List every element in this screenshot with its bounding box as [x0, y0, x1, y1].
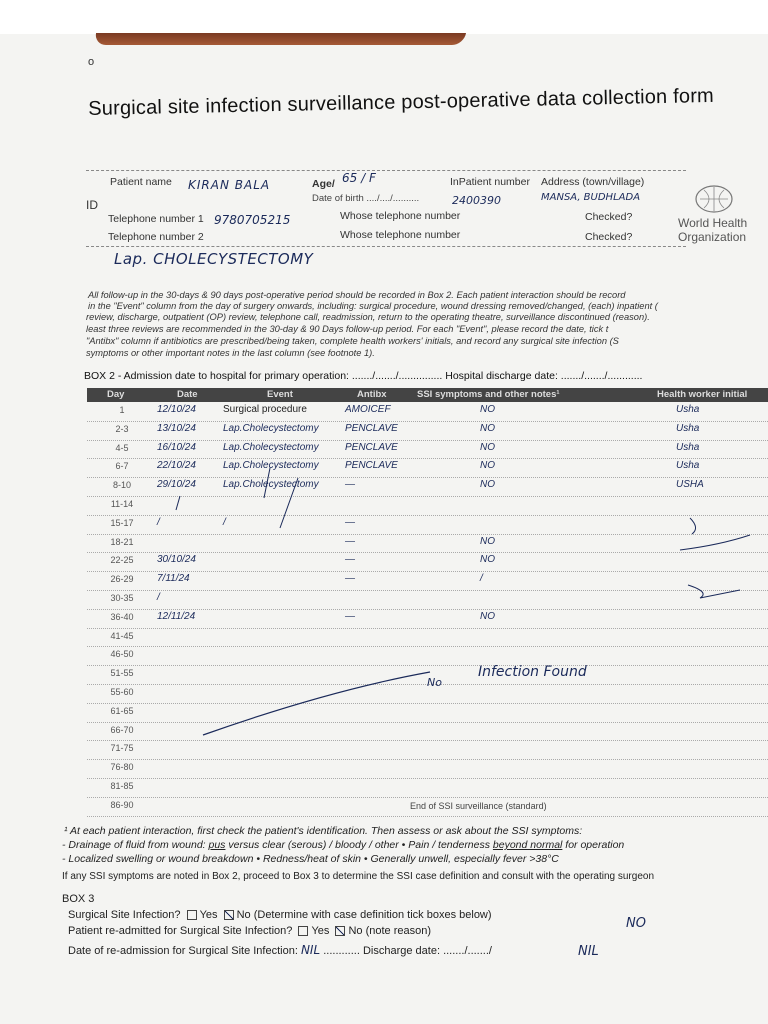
- ssi-cell: NO: [480, 441, 495, 453]
- ssi-cell: /: [480, 573, 483, 585]
- footnote-line-1: ¹ At each patient interaction, first check the patient's identification. Then assess or ask about the SSI symptoms:: [64, 825, 583, 837]
- q3-answer: NIL: [300, 943, 321, 957]
- inpatient-value: 2400390: [452, 194, 501, 207]
- address-label: Address (town/village): [541, 176, 645, 188]
- health-worker-cell: Usha: [676, 422, 700, 434]
- inpatient-label: InPatient number: [450, 176, 530, 188]
- q1-yes-checkbox[interactable]: [187, 910, 197, 920]
- q2-no-label: No (note reason): [348, 925, 432, 937]
- ssi-cell: NO: [480, 554, 495, 566]
- footnote-line-4: If any SSI symptoms are noted in Box 2, proceed to Box 3 to determine the SSI case definition and consult with the operating surgeon: [62, 871, 655, 882]
- tel1-label: Telephone number 1: [108, 213, 204, 225]
- event-cell: Lap.Cholecystectomy: [223, 479, 319, 491]
- day-cell: 26-29: [110, 574, 134, 585]
- form-title: Surgical site infection surveillance post-operative data collection form: [88, 84, 715, 120]
- q3-dots: ............: [323, 945, 360, 957]
- footnote-pain-text: versus clear (serous) / bloody / other • Pain / tenderness: [225, 839, 493, 851]
- age-label: Age/: [312, 178, 335, 190]
- whose2-label: Whose telephone number: [340, 229, 461, 241]
- page-mark: o: [88, 56, 95, 68]
- date-cell: /: [157, 592, 160, 603]
- q1-label: Surgical Site Infection?: [68, 909, 181, 921]
- instruction-line-2: in the "Event" column from the day of surgery onwards, including: surgical procedure, wound dressing removed/changed, (each) inpatient (: [88, 301, 658, 311]
- day-cell: 66-70: [110, 724, 134, 735]
- day-cell: 81-85: [110, 781, 134, 791]
- q2-no-checkbox[interactable]: [335, 926, 345, 936]
- footnote-operation-text: for operation: [562, 839, 625, 851]
- checked1-label: Checked?: [585, 211, 633, 223]
- discharge-answer: NIL: [578, 944, 599, 959]
- date-cell: /: [157, 516, 160, 528]
- day-cell: 55-60: [110, 687, 134, 697]
- day-cell: 1: [119, 405, 125, 415]
- instruction-line-6: symptoms or other important notes in the last column (see footnote 1).: [86, 348, 375, 358]
- ssi-cell: NO: [480, 460, 495, 472]
- health-worker-cell: Usha: [676, 404, 700, 415]
- day-cell: 51-55: [110, 668, 134, 679]
- note-no: No: [427, 676, 442, 689]
- footnote-pus: pus: [208, 839, 226, 851]
- day-cell: 71-75: [110, 743, 134, 754]
- discharge-label: Discharge date: ......./......./: [362, 945, 492, 957]
- ssi-cell: NO: [480, 610, 495, 622]
- event-cell: /: [223, 516, 226, 528]
- date-cell: 12/10/24: [157, 404, 196, 415]
- checked2-label: Checked?: [585, 231, 633, 243]
- day-cell: 6-7: [115, 461, 129, 472]
- box3-q3: [68, 943, 492, 957]
- patient-name-label: Patient name: [110, 176, 172, 188]
- instruction-line-1: All follow-up in the 30-days & 90 days post-operative period should be recorded in Box 2. Each patient interaction should be record: [88, 290, 626, 300]
- day-cell: 30-35: [110, 593, 134, 603]
- footnote-drainage-text: - Drainage of fluid from wound:: [62, 839, 209, 851]
- antibx-cell: —: [345, 535, 355, 547]
- footnote-line-2: [62, 839, 624, 851]
- antibx-cell: PENCLAVE: [345, 422, 398, 434]
- footnote-beyond-normal: beyond normal: [492, 839, 563, 851]
- box2-heading: BOX 2 - Admission date to hospital for primary operation: ......./......./............... Hospital discharge date: ......./......./............: [84, 370, 643, 382]
- q1-no-label: No (Determine with case definition tick boxes below): [236, 909, 492, 921]
- health-worker-cell: Usha: [676, 460, 700, 472]
- q2-yes-label: Yes: [311, 925, 330, 937]
- day-cell: 15-17: [110, 517, 134, 528]
- day-cell: 36-40: [110, 611, 134, 622]
- col-day: Day: [107, 389, 125, 400]
- col-ssi: SSI symptoms and other notes¹: [417, 389, 560, 400]
- q3-label: Date of re-admission for Surgical Site Infection:: [68, 945, 298, 957]
- health-worker-cell: USHA: [676, 479, 704, 491]
- ssi-cell: NO: [480, 479, 495, 491]
- note-infection-found: Infection Found: [478, 664, 587, 680]
- end-of-surveillance-label: End of SSI surveillance (standard): [410, 801, 547, 811]
- day-cell: 11-14: [110, 499, 134, 509]
- antibx-cell: —: [345, 610, 355, 622]
- health-worker-cell: Usha: [676, 441, 700, 453]
- instruction-line-5: "Antibx" column if antibiotics are prescribed/being taken, complete health workers' initials, and record any surgical site infection (S: [86, 336, 619, 346]
- who-name-line1: World Health: [678, 216, 748, 230]
- antibx-cell: —: [345, 554, 355, 566]
- date-cell: 7/11/24: [157, 573, 190, 585]
- date-cell: 12/11/24: [157, 610, 196, 622]
- date-cell: 13/10/24: [157, 422, 196, 434]
- age-value: 65 / F: [342, 171, 376, 185]
- event-cell: Lap.Cholecystectomy: [223, 460, 319, 472]
- who-name-line2: Organization: [678, 230, 747, 244]
- antibx-cell: PENCLAVE: [345, 460, 398, 472]
- ssi-cell: NO: [480, 404, 495, 415]
- day-cell: 46-50: [110, 649, 134, 660]
- box3-q2: [68, 925, 431, 937]
- event-cell: Lap.Cholecystectomy: [223, 441, 319, 453]
- tel2-label: Telephone number 2: [108, 231, 204, 243]
- q1-no-checkbox[interactable]: [224, 910, 234, 920]
- q1-yes-label: Yes: [199, 909, 218, 921]
- box3-heading: BOX 3: [62, 893, 95, 905]
- day-cell: 61-65: [110, 705, 134, 716]
- q2-label: Patient re-admitted for Surgical Site Infection?: [68, 925, 293, 937]
- day-cell: 2-3: [115, 423, 129, 434]
- date-cell: 16/10/24: [157, 441, 196, 453]
- q2-answer: NO: [626, 916, 646, 931]
- instruction-line-3: review, discharge, outpatient (OP) review, telephone call, readmission, return to the operating theatre, surveillance discontinued (reason).: [86, 312, 650, 322]
- patient-name-value: KIRAN BALA: [188, 178, 271, 192]
- date-cell: 30/10/24: [157, 554, 196, 566]
- event-cell: Lap.Cholecystectomy: [223, 422, 319, 434]
- day-cell: 76-80: [110, 762, 134, 773]
- footnote-line-3: - Localized swelling or wound breakdown • Redness/heat of skin • Generally unwell, especially fever >38°C: [62, 853, 559, 865]
- col-date: Date: [177, 389, 198, 400]
- day-cell: 41-45: [110, 630, 134, 641]
- procedure-handwritten: Lap. CHOLECYSTECTOMY: [114, 250, 314, 268]
- address-value: MANSA, BUDHLADA: [541, 192, 641, 203]
- date-cell: 22/10/24: [157, 460, 196, 472]
- event-cell: Surgical procedure: [223, 404, 307, 415]
- antibx-cell: AMOICEF: [345, 404, 391, 415]
- day-cell: 18-21: [110, 536, 134, 547]
- col-event: Event: [267, 389, 293, 400]
- day-cell: 4-5: [115, 442, 129, 453]
- antibx-cell: —: [345, 516, 355, 528]
- ssi-cell: NO: [480, 422, 495, 434]
- dob-label: Date of birth ..../..../..........: [312, 193, 420, 204]
- date-cell: 29/10/24: [157, 479, 196, 491]
- col-antibx: Antibx: [357, 389, 387, 400]
- day-cell: 8-10: [112, 480, 131, 491]
- antibx-cell: —: [345, 479, 355, 491]
- day-cell: 86-90: [110, 799, 134, 810]
- id-label: ID: [86, 198, 98, 212]
- antibx-cell: PENCLAVE: [345, 441, 398, 453]
- whose1-label: Whose telephone number: [340, 210, 461, 222]
- ssi-cell: NO: [480, 535, 495, 547]
- box3-q1: [68, 909, 492, 921]
- q2-yes-checkbox[interactable]: [298, 926, 308, 936]
- antibx-cell: —: [345, 573, 355, 585]
- tel1-value: 9780705215: [214, 213, 291, 227]
- day-cell: 22-25: [110, 555, 134, 566]
- col-health-worker: Health worker initial: [657, 389, 748, 400]
- instruction-line-4: least three reviews are recommended in the 30-day & 90 Days follow-up period. For each "Event", please record the date, tick t: [86, 324, 609, 334]
